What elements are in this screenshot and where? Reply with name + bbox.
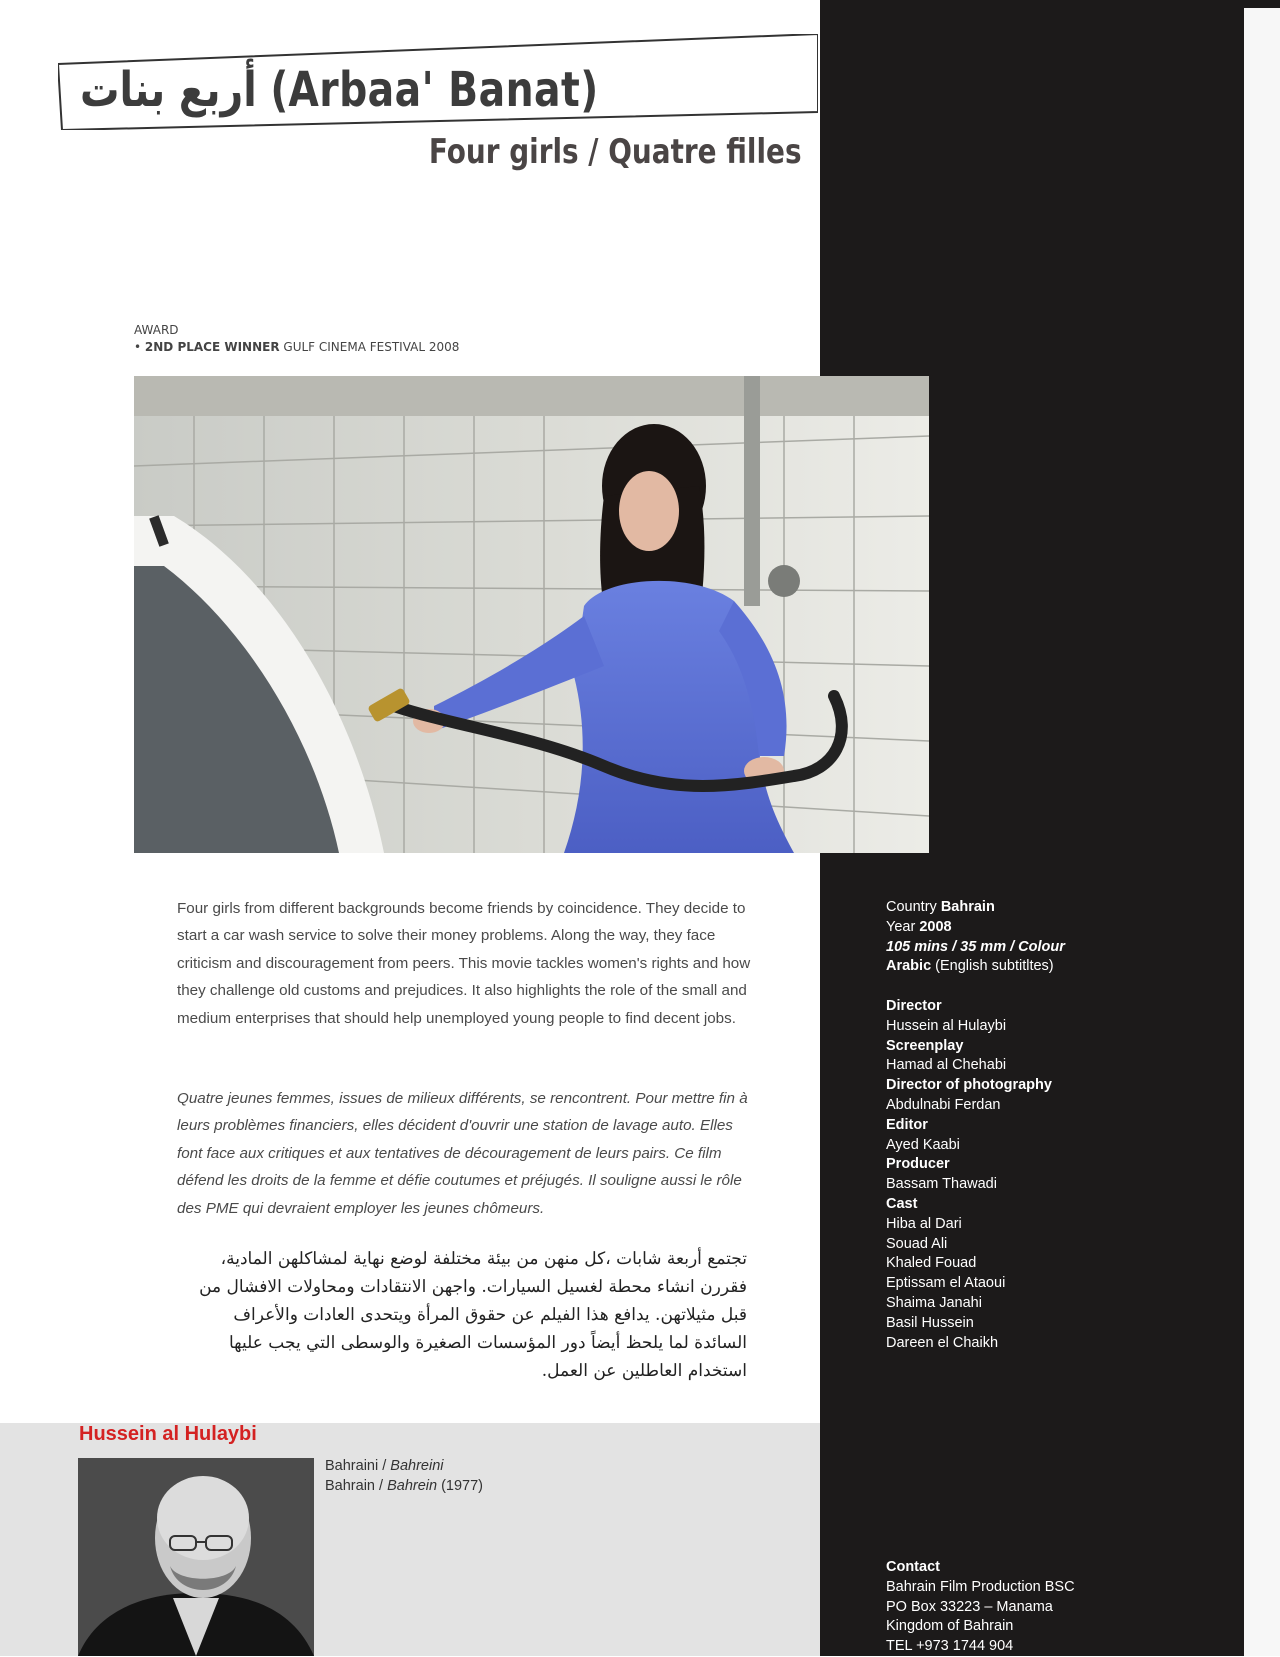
film-title [80, 62, 598, 118]
director-nationality: Bahraini / Bahreini [325, 1458, 444, 1474]
credit-name: Hamad al Chehabi [886, 1057, 1007, 1074]
credit-editor [886, 1116, 1216, 1156]
country-value: Bahrain [940, 899, 995, 915]
cast-member: Dareen el Chaikh [886, 1334, 999, 1351]
director-info [325, 1457, 483, 1497]
page-edge [1244, 0, 1280, 1656]
credit-name: Hussein al Hulaybi [886, 1017, 1007, 1034]
contact-line: Kingdom of Bahrain [886, 1618, 1014, 1635]
credit-role: Editor [886, 1116, 928, 1133]
subtitles-value: (English subtitltes) [935, 958, 1054, 975]
year-value: 2008 [919, 918, 952, 935]
language-row [886, 957, 1216, 977]
award-festival: GULF CINEMA FESTIVAL 2008 [283, 340, 460, 354]
cast-member: Shaima Janahi [886, 1294, 982, 1311]
credit-cast [886, 1195, 1216, 1353]
contact-phone: TEL +973 1744 904 [886, 1638, 1014, 1655]
credit-photography [886, 1076, 1216, 1116]
country-label: Country [886, 899, 937, 915]
director-birthplace: Bahrain / Bahrein (1977) [325, 1477, 484, 1494]
synopsis-french: Quatre jeunes femmes, issues de milieux différents, se rencontrent. Pour mettre fin à leurs problèmes financiers, elles décident d'ouvrir une station de lavage auto. Elles font face aux critiques et aux tentatives de découragement de leurs pairs. Ce film défend les droits de la femme et défie coutumes et préjugés. Il souligne aussi le rôle des PME qui devraient employer les jeunes chômeurs. [177, 1090, 748, 1217]
credit-director [886, 997, 1216, 1037]
credit-name: Ayed Kaabi [886, 1136, 960, 1153]
award-bullet: • [134, 340, 142, 354]
film-title-latin: (Arbaa' Banat) [270, 62, 599, 118]
award-place: 2ND PLACE WINNER [144, 340, 280, 354]
cast-member: Basil Hussein [886, 1314, 974, 1331]
credit-role: Cast [886, 1195, 918, 1212]
country-row [886, 898, 1216, 918]
credit-screenplay [886, 1037, 1216, 1077]
contact-block [886, 1558, 1216, 1657]
film-title-arabic: أربع بنات [80, 62, 257, 118]
cast-member: Hiba al Dari [886, 1215, 962, 1232]
cast-member: Souad Ali [886, 1235, 948, 1252]
film-subtitle: Four girls / Quatre filles [429, 132, 802, 172]
format-row [886, 938, 1216, 958]
synopsis-arabic: تجتمع أربعة شابات ،كل منهن من بيئة مختلفة لوضع نهاية لمشاكلهن المادية، فقررن انشاء محطة لغسيل السيارات. واجهن الانتقادات ومحاولات الافشال من قبل مثيلاتهن. يدافع هذا الفيلم عن حقوق المرأة ويتحدى العادات والأعراف السائدة لما يلحظ أيضاً دور المؤسسات الصغيرة والوسطى التي يجب عليها استخدام العاطلين عن العمل. [199, 1249, 747, 1381]
award-block [134, 322, 459, 356]
film-still-photo [134, 376, 929, 853]
film-credits [886, 898, 1216, 1353]
credit-role: Director [886, 997, 942, 1014]
award-line [134, 339, 459, 356]
award-heading: AWARD [134, 323, 179, 337]
credit-name: Abdulnabi Ferdan [886, 1096, 1001, 1113]
cast-member: Khaled Fouad [886, 1255, 977, 1272]
credit-name: Bassam Thawadi [886, 1176, 997, 1193]
language-value: Arabic [886, 958, 932, 975]
credit-producer [886, 1155, 1216, 1195]
contact-heading: Contact [886, 1559, 940, 1575]
format-value: 105 mins / 35 mm / Colour [886, 938, 1065, 955]
contact-line: Bahrain Film Production BSC [886, 1578, 1075, 1595]
director-portrait [78, 1458, 314, 1656]
credit-role: Screenplay [886, 1037, 964, 1054]
synopsis-english: Four girls from different backgrounds become friends by coincidence. They decide to start a car wash service to solve their money problems. Along the way, they face criticism and discouragement from peers. This movie tackles women's rights and how they challenge old customs and prejudices. It also highlights the role of the small and medium enterprises that should help unemployed young people to find decent jobs. [177, 900, 751, 1027]
page-edge-notch [1244, 0, 1280, 8]
year-label: Year [886, 918, 916, 935]
credit-role: Producer [886, 1156, 950, 1173]
credit-role: Director of photography [886, 1077, 1052, 1094]
year-row [886, 918, 1216, 938]
contact-line: PO Box 33223 – Manama [886, 1598, 1053, 1615]
director-name: Hussein al Hulaybi [79, 1423, 257, 1445]
cast-member: Eptissam el Ataoui [886, 1275, 1006, 1292]
